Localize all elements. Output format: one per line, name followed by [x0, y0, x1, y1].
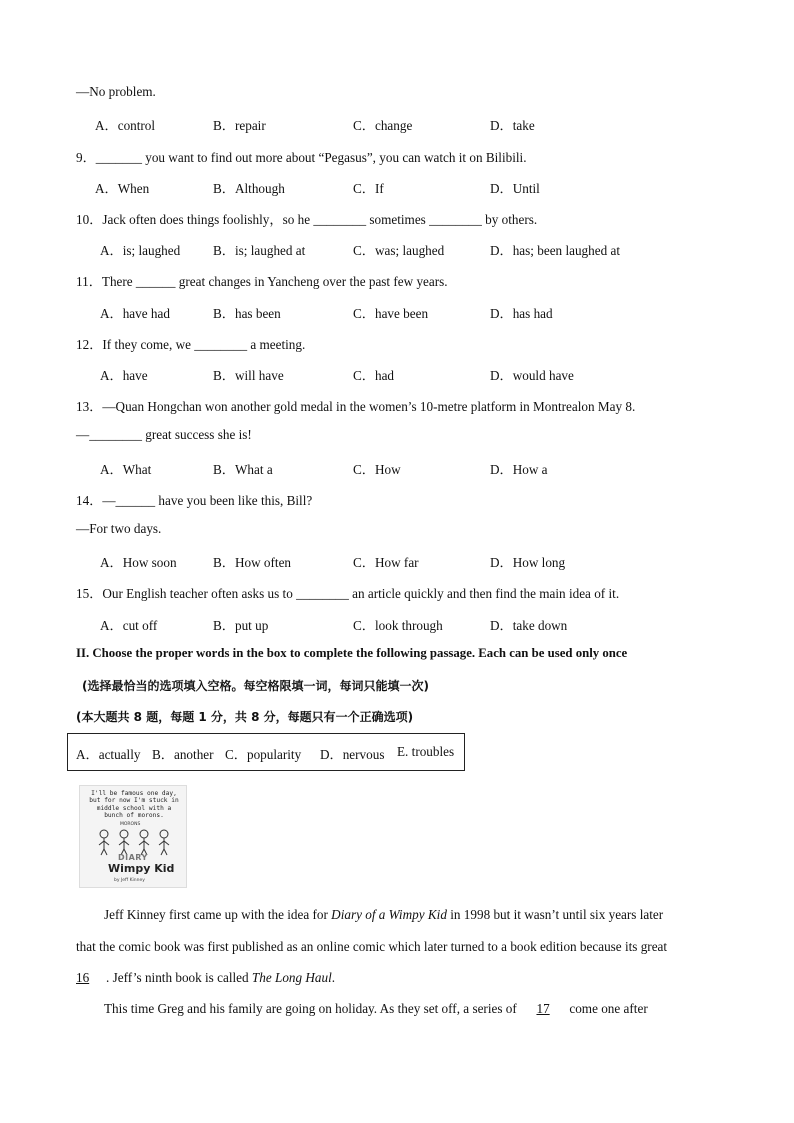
blank-16[interactable]: 16 — [76, 970, 90, 985]
box-option-e: E. troubles — [397, 744, 455, 759]
box-option-c: C．popularity — [225, 747, 302, 762]
passage-line-1 — [104, 907, 748, 923]
q12-question: 12．If they come, we ________ a meeting. — [76, 337, 306, 352]
q12-option-a[interactable]: A．have — [100, 368, 148, 383]
q13-reply: —________ great success she is! — [76, 427, 252, 442]
q9-option-c[interactable]: C．If — [353, 181, 384, 196]
q10-option-c[interactable]: C．was; laughed — [353, 243, 445, 258]
section2-title: II. Choose the proper words in the box to complete the following passage. Each can be used only once — [76, 646, 628, 660]
cover-quote: I'll be famous one day, but for now I'm stuck in middle school with a bunch of morons. — [89, 790, 179, 820]
q13-question: 13．—Quan Hongchan won another gold medal in the women’s 10-metre platform in Montrealon May 8. — [76, 399, 636, 414]
q15-question: 15．Our English teacher often asks us to ________ an article quickly and then find the main idea of it. — [76, 586, 620, 601]
q8-option-c[interactable]: C．change — [353, 118, 413, 133]
q8-reply: —No problem. — [76, 84, 156, 99]
passage-book-long-haul: The Long Haul — [251, 970, 332, 985]
q14-option-a[interactable]: A．How soon — [100, 555, 177, 570]
box-option-a: A．actually — [76, 747, 141, 762]
q14-question: 14．—______ have you been like this, Bill? — [76, 493, 313, 508]
passage-line-2: that the comic book was first published as an online comic which later turned to a book edition because its great — [76, 939, 668, 954]
q11-option-d[interactable]: D．has had — [490, 306, 553, 321]
q15-option-c[interactable]: C．look through — [353, 618, 443, 633]
q14-option-c[interactable]: C．How far — [353, 555, 419, 570]
cover-author: by Jeff Kinney — [114, 878, 145, 883]
q13-option-d[interactable]: D．How a — [490, 462, 548, 477]
q9-option-a[interactable]: A．When — [95, 181, 150, 196]
word-box — [67, 733, 465, 771]
section2-subtitle: (选择最恰当的选项填入空格。每空格限填一词，每词只能填一次) — [82, 679, 429, 693]
q13-option-a[interactable]: A．What — [100, 462, 152, 477]
q11-option-b[interactable]: B．has been — [213, 306, 281, 321]
q8-option-a[interactable]: A．control — [95, 118, 156, 133]
q14-option-d[interactable]: D．How long — [490, 555, 566, 570]
q14-reply: —For two days. — [76, 521, 162, 536]
passage-p2-part2: come one after — [566, 1001, 648, 1016]
cover-label: MORONS — [120, 822, 141, 827]
q11-question: 11．There ______ great changes in Yancheng over the past few years. — [76, 274, 448, 289]
q10-option-b[interactable]: B．is; laughed at — [213, 243, 306, 258]
q9-option-b[interactable]: B．Although — [213, 181, 285, 196]
q12-option-c[interactable]: C．had — [353, 368, 395, 383]
q15-option-d[interactable]: D．take down — [490, 618, 568, 633]
q11-option-c[interactable]: C．have been — [353, 306, 429, 321]
q11-option-a[interactable]: A．have had — [100, 306, 170, 321]
q10-option-d[interactable]: D．has; been laughed at — [490, 243, 621, 258]
q8-option-b[interactable]: B．repair — [213, 118, 266, 133]
passage-title-wimpy-kid: Diary of a Wimpy Kid — [331, 907, 447, 922]
passage-p1-part3: . Jeff’s ninth book is called — [106, 970, 252, 985]
passage-p1-part1: Jeff Kinney first came up with the idea for — [104, 907, 332, 922]
q10-option-a[interactable]: A．is; laughed — [100, 243, 181, 258]
passage-p1-end: . — [331, 970, 336, 985]
cover-title-diary: DIARY — [118, 853, 148, 862]
q12-option-d[interactable]: D．would have — [490, 368, 574, 383]
q9-question: 9．_______ you want to find out more about “Pegasus”, you can watch it on Bilibili. — [76, 150, 527, 165]
q13-option-b[interactable]: B．What a — [213, 462, 273, 477]
q13-option-c[interactable]: C．How — [353, 462, 401, 477]
q8-option-d[interactable]: D．take — [490, 118, 535, 133]
blank-17[interactable]: 17 — [536, 1001, 550, 1016]
passage-p2-part1: This time Greg and his family are going on holiday. As they set off, a series of — [104, 1001, 521, 1016]
cover-title-wimpy: Wimpy Kid — [108, 862, 175, 875]
q9-option-d[interactable]: D．Until — [490, 181, 540, 196]
q15-option-a[interactable]: A．cut off — [100, 618, 158, 633]
q15-option-b[interactable]: B．put up — [213, 618, 269, 633]
box-option-b: B．another — [152, 747, 214, 762]
passage-p1-part2: in 1998 but it wasn’t until six years later — [446, 907, 664, 922]
book-cover-image — [79, 785, 187, 888]
box-option-d: D．nervous — [320, 747, 385, 762]
q14-option-b[interactable]: B．How often — [213, 555, 292, 570]
q10-question: 10．Jack often does things foolishly，so he ________ sometimes ________ by others. — [76, 212, 538, 227]
section2-scoring: (本大题共 8 题，每题 1 分，共 8 分，每题只有一个正确选项) — [76, 710, 414, 724]
passage-line-3 — [76, 970, 720, 986]
q12-option-b[interactable]: B．will have — [213, 368, 284, 383]
passage-line-4 — [104, 1001, 748, 1017]
